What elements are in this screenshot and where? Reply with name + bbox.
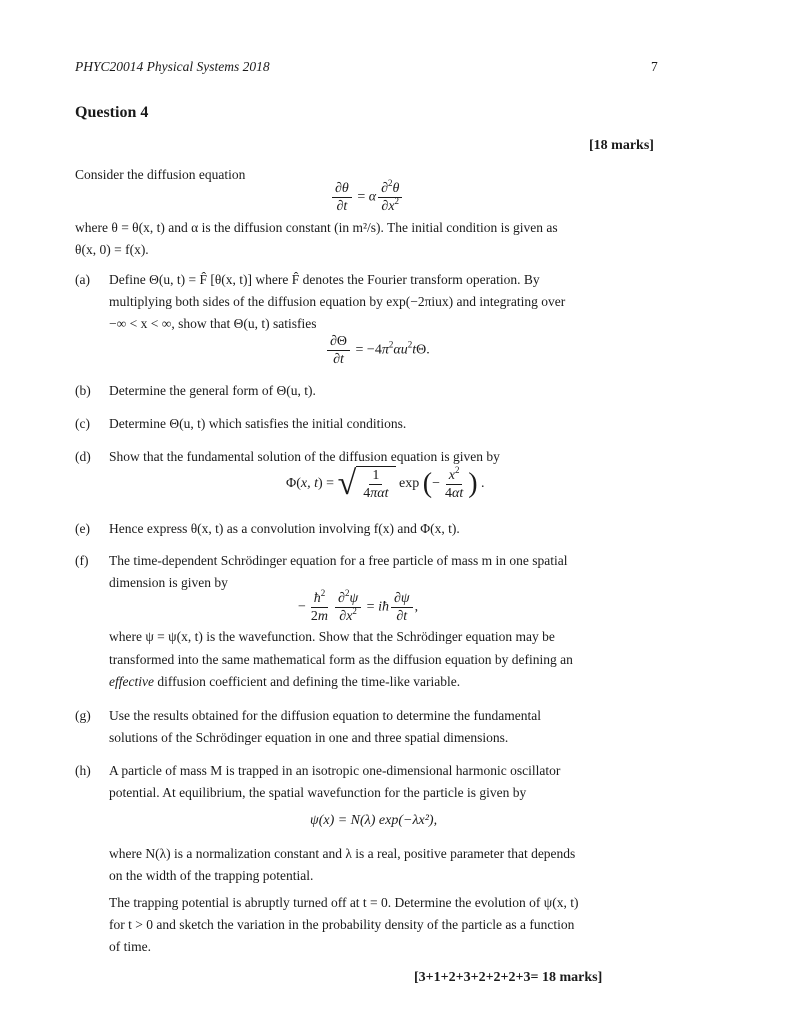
part-f-line-4: transformed into the same mathematical form as the diffusion equation by defining an: [109, 652, 573, 667]
diffusion-equation: $\frac{\partial\theta}{\partial t}$ = α $\frac{\partial^2\theta}{\partial x^2}$: [330, 180, 404, 215]
part-a-line-1: [75, 269, 540, 291]
part-f-line-3: where ψ = ψ(x, t) is the wavefunction. Show that the Schrödinger equation may be: [109, 629, 555, 644]
schrodinger-equation: − $\frac{ħ^2}{2m}$ $\frac{\partial^2\psi}{\partial x^2}$ = iħ $\frac{\partial\psi}{\partial t}$ ,: [298, 588, 419, 624]
part-c-text: Determine Θ(u, t) which satisfies the initial conditions.: [109, 416, 407, 431]
part-d: [75, 446, 500, 468]
part-a-line-3: −∞ < x < ∞, show that Θ(u, t) satisfies: [109, 316, 317, 331]
part-h-text-1: A particle of mass M is trapped in an isotropic one-dimensional harmonic oscillator: [109, 763, 561, 778]
part-e-text: Hence express θ(x, t) as a convolution involving f(x) and Φ(x, t).: [109, 521, 460, 536]
part-f-line-5: [109, 671, 460, 693]
part-c: [75, 413, 406, 435]
part-h-label: (h): [75, 763, 91, 778]
part-f-line-1: [75, 550, 567, 572]
part-b-label: (b): [75, 383, 91, 398]
part-h-line-5: The trapping potential is abruptly turned off at t = 0. Determine the evolution of ψ(x, t): [109, 895, 579, 910]
part-e-label: (e): [75, 521, 90, 536]
part-g-line-2: solutions of the Schrödinger equation in one and three spatial dimensions.: [109, 730, 509, 745]
intro-line-2: where θ = θ(x, t) and α is the diffusion constant (in m²/s). The initial condition is given as: [75, 220, 558, 235]
part-f-effective-word: effective: [109, 674, 154, 689]
part-a-label: (a): [75, 272, 90, 287]
part-h-line-7: of time.: [109, 939, 151, 954]
part-h-line-3: where N(λ) is a normalization constant and λ is a real, positive parameter that depends: [109, 846, 576, 861]
part-g-label: (g): [75, 708, 91, 723]
page-number: 7: [651, 59, 658, 74]
part-h-line-2: potential. At equilibrium, the spatial wavefunction for the particle is given by: [109, 785, 527, 800]
part-a-line-2: multiplying both sides of the diffusion equation by exp(−2πiux) and integrating over: [109, 294, 566, 309]
page-header-title: PHYC20014 Physical Systems 2018: [75, 59, 270, 74]
part-e: [75, 518, 460, 540]
part-f-line-2: dimension is given by: [109, 575, 228, 590]
part-f-label: (f): [75, 553, 89, 568]
part-d-label: (d): [75, 449, 91, 464]
part-h-line-1: [75, 760, 560, 782]
part-g-text-1: Use the results obtained for the diffusion equation to determine the fundamental: [109, 708, 542, 723]
marks-breakdown: [3+1+2+3+2+2+2+3= 18 marks]: [414, 970, 603, 985]
part-f-text-1: The time-dependent Schrödinger equation for a free particle of mass m in one spatial: [109, 553, 568, 568]
part-b-text: Determine the general form of Θ(u, t).: [109, 383, 316, 398]
part-h-line-4: on the width of the trapping potential.: [109, 868, 314, 883]
intro-line-3: θ(x, 0) = f(x).: [75, 242, 149, 257]
part-f-line-5-rest: diffusion coefficient and defining the time-like variable.: [153, 674, 461, 689]
question-title: Question 4: [75, 104, 149, 121]
part-c-label: (c): [75, 416, 90, 431]
fourier-equation: $\frac{\partial\Theta}{\partial t}$ = $-4\pi^2\alpha u^2t\Theta$.: [325, 333, 430, 368]
intro-line-1: Consider the diffusion equation: [75, 167, 246, 182]
part-g-line-1: [75, 705, 541, 727]
part-h-line-6: for t > 0 and sketch the variation in the probability density of the particle as a function: [109, 917, 575, 932]
part-a-text-1: Define Θ(u, t) = F̂ [θ(x, t)] where F̂ denotes the Fourier transform operation. By: [109, 272, 540, 287]
part-b: [75, 380, 316, 402]
wavefunction-equation: ψ(x) = N(λ) exp(−λx²),: [310, 813, 438, 828]
part-d-text: Show that the fundamental solution of the diffusion equation is given by: [109, 449, 500, 464]
fundamental-solution-equation: Φ(x, t) = √ $\frac{1}{\text{4παt}}$ exp (− $\frac{x^2}{4\alpha t}$ ) .: [286, 464, 485, 502]
question-marks: [18 marks]: [589, 138, 654, 153]
